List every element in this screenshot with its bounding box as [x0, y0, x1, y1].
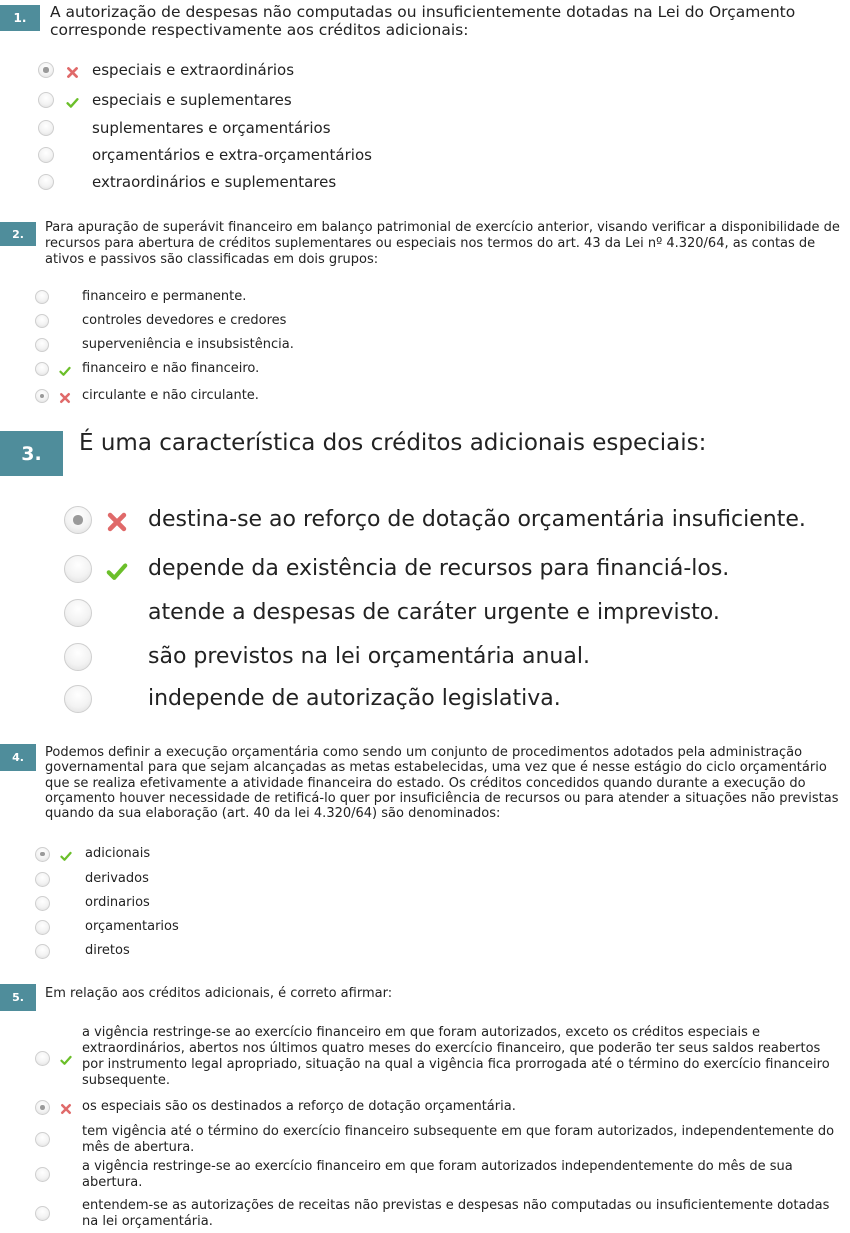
answer-radio[interactable]: [35, 847, 50, 862]
answer-radio[interactable]: [35, 1100, 50, 1115]
answer-radio[interactable]: [35, 362, 49, 376]
answer-radio[interactable]: [35, 1051, 50, 1066]
question-text: A autorização de despesas não computadas ou insuficientemente dotadas na Lei do Orçamento corresponde respectivamente aos créditos adicionais:: [50, 3, 796, 39]
answer-radio[interactable]: [64, 643, 92, 671]
question-text: Podemos definir a execução orçamentária como sendo um conjunto de procedimentos adotados pela administração governamental para que sejam alcançadas as metas estabelecidas, uma vez que é nesse estágio do ciclo orçamentário que se realiza efetivamente a atividade financeira do estado. Os créditos concedidos quando durante a execução do orçamento houver necessidade de retificá-lo quer por insuficiência de recursos ou para atender a situações não previstas quando da sua elaboração (art. 40 da lei 4.320/64) são denominados:: [45, 745, 839, 822]
answer-option-label: a vigência restringe-se ao exercício financeiro em que foram autorizados independentemente do mês de sua abertura.: [82, 1159, 793, 1190]
question-number-badge: 2.: [0, 222, 36, 246]
answer-radio[interactable]: [35, 872, 50, 887]
answer-radio[interactable]: [35, 944, 50, 959]
question-text: Em relação aos créditos adicionais, é correto afirmar:: [45, 986, 393, 1001]
correct-icon: [66, 96, 79, 109]
radio-selected-dot: [73, 515, 82, 524]
answer-option-label: independe de autorização legislativa.: [148, 686, 561, 711]
question-number-badge: 4.: [0, 744, 36, 771]
answer-option-label: adicionais: [85, 846, 151, 861]
answer-radio[interactable]: [35, 920, 50, 935]
answer-option-label: suplementares e orçamentários: [92, 119, 331, 137]
wrong-icon: [60, 1103, 72, 1115]
answer-option-label: a vigência restringe-se ao exercício financeiro em que foram autorizados, exceto os créditos especiais e extraordinários, abertos nos últimos quatro meses do exercício financeiro, que poderão ter seus saldos reabertos por instrumento legal apropriado, situação na qual a vigência fica prorrogada até o término do exercício financeiro subsequente.: [82, 1025, 830, 1088]
answer-option-label: diretos: [85, 943, 130, 958]
wrong-icon: [59, 392, 71, 404]
answer-radio[interactable]: [35, 1206, 50, 1221]
wrong-icon: [106, 511, 128, 533]
question-text: Para apuração de superávit financeiro em balanço patrimonial de exercício anterior, visando verificar a disponibilidade de recursos para abertura de créditos suplementares ou especiais nos termos do art. 43 da Lei nº 4.320/64, as contas de ativos e passivos são classificadas em dois grupos:: [45, 220, 840, 267]
radio-selected-dot: [40, 852, 45, 857]
wrong-icon: [66, 66, 79, 79]
answer-option-label: são previstos na lei orçamentária anual.: [148, 644, 590, 669]
answer-radio[interactable]: [38, 174, 54, 190]
answer-radio[interactable]: [38, 147, 54, 163]
answer-option-label: os especiais são os destinados a reforço de dotação orçamentária.: [82, 1099, 516, 1114]
answer-option-label: atende a despesas de caráter urgente e imprevisto.: [148, 600, 720, 625]
answer-option-label: destina-se ao reforço de dotação orçamentária insuficiente.: [148, 507, 806, 532]
answer-radio[interactable]: [35, 389, 49, 403]
answer-option-label: ordinarios: [85, 895, 150, 910]
answer-radio[interactable]: [38, 62, 54, 78]
answer-option-label: depende da existência de recursos para financiá-los.: [148, 556, 730, 581]
answer-radio[interactable]: [35, 338, 49, 352]
question-text: É uma característica dos créditos adicionais especiais:: [79, 430, 707, 456]
correct-icon: [60, 1054, 72, 1066]
answer-radio[interactable]: [35, 290, 49, 304]
answer-option-label: orçamentários e extra-orçamentários: [92, 146, 372, 164]
question-number-badge: 1.: [0, 5, 40, 31]
answer-option-label: entendem-se as autorizações de receitas não previstas e despesas não computadas ou insuficientemente dotadas na lei orçamentária.: [82, 1198, 830, 1229]
answer-option-label: circulante e não circulante.: [82, 388, 259, 403]
answer-radio[interactable]: [38, 92, 54, 108]
answer-radio[interactable]: [35, 1132, 50, 1147]
answer-radio[interactable]: [35, 314, 49, 328]
answer-option-label: orçamentarios: [85, 919, 179, 934]
answer-radio[interactable]: [35, 1167, 50, 1182]
answer-option-label: financeiro e permanente.: [82, 289, 247, 304]
answer-option-label: controles devedores e credores: [82, 313, 287, 328]
radio-selected-dot: [40, 1105, 45, 1110]
question-number-badge: 5.: [0, 984, 36, 1011]
answer-radio[interactable]: [64, 555, 92, 583]
answer-option-label: especiais e suplementares: [92, 91, 292, 109]
correct-icon: [106, 560, 128, 582]
answer-option-label: financeiro e não financeiro.: [82, 361, 260, 376]
question-number-badge: 3.: [0, 431, 63, 476]
answer-option-label: extraordinários e suplementares: [92, 173, 337, 191]
answer-radio[interactable]: [64, 506, 92, 534]
answer-radio[interactable]: [64, 685, 92, 713]
correct-icon: [59, 365, 71, 377]
answer-option-label: especiais e extraordinários: [92, 61, 295, 79]
radio-selected-dot: [43, 67, 48, 72]
radio-selected-dot: [40, 394, 44, 398]
answer-option-label: derivados: [85, 871, 149, 886]
answer-radio[interactable]: [38, 120, 54, 136]
answer-radio[interactable]: [35, 896, 50, 911]
answer-option-label: superveniência e insubsistência.: [82, 337, 294, 352]
answer-option-label: tem vigência até o término do exercício financeiro subsequente em que foram autorizados, independentemente do mês de abertura.: [82, 1124, 835, 1155]
correct-icon: [60, 850, 72, 862]
answer-radio[interactable]: [64, 599, 92, 627]
